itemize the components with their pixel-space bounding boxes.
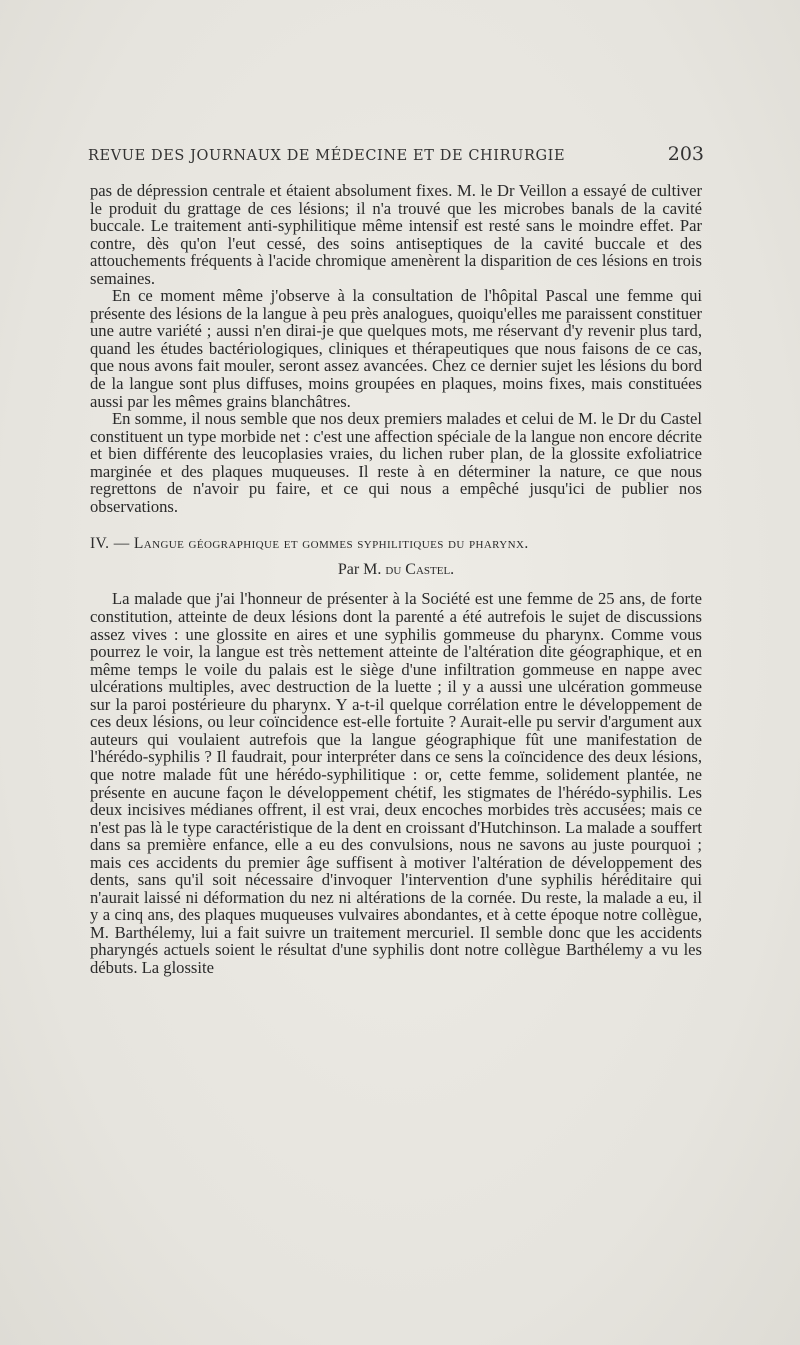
page-header: [88, 143, 704, 173]
page-number: 203: [667, 143, 704, 165]
paragraph-case-report: La malade que j'ai l'honneur de présenter à la Société est une femme de 25 ans, de forte constitution, atteinte de deux lésions dont la parenté a été autrefois le sujet de discussions assez vives : une glossite en aires et une syphilis gommeuse du pharynx. Comme vous pourrez le voir, la langue est très nettement atteinte de l'altération dite géographique, et en même temps le voile du palais est le siège d'une infiltration gommeuse en nappe avec ulcérations multiples, avec destruction de la luette ; il y a aussi une ulcération gommeuse sur la paroi postérieure du pharynx. Y a-t-il quelque corrélation entre le développement de ces deux lésions, ou leur coïncidence est-elle fortuite ? Aurait-elle pu servir d'argument aux auteurs qui voulaient autrefois que la langue géographique fût une manifestation de l'hérédo-syphilis ? Il faudrait, pour interpréter dans ce sens la coïncidence des deux lésions, que notre malade fût une hérédo-syphilitique : or, cette femme, solidement plantée, ne présente en aucune façon le développement chétif, les stigmates de l'hérédo-syphilis. Les deux incisives médianes offrent, il est vrai, deux encoches morbides très accusées; mais ce n'est pas là le type caractéristique de la dent en croissant d'Hutchinson. La malade a souffert dans sa première enfance, elle a eu des convulsions, nous ne savons au juste pourquoi ; mais ces accidents du premier âge suffisent à motiver l'altération de développement des dents, sans qu'il soit nécessaire d'invoquer l'intervention d'une syphilis héréditaire qui n'aurait laissé ni déformation du nez ni altérations de la cornée. Du reste, la malade a eu, il y a cinq ans, des plaques muqueuses vulvaires abondantes, et à cette époque notre collègue, M. Barthélemy, lui a fait suivre un traitement mercuriel. Il semble donc que les accidents pharyngés actuels soient le résultat d'une syphilis dont notre collègue Barthélemy a vu les débuts. La glossite: [90, 589, 702, 977]
running-head: REVUE DES JOURNAUX DE MÉDECINE ET DE CHIRURGIE: [88, 148, 566, 164]
section-title: Langue géographique et gommes syphilitiques du pharynx.: [133, 535, 529, 553]
byline-author: du Castel.: [385, 560, 455, 578]
paragraph-hopital-pascal: En ce moment même j'observe à la consultation de l'hôpital Pascal une femme qui présente des lésions de la langue à peu près analogues, quoiqu'elles me paraissent constituer une autre variété ; aussi n'en dirai-je que quelques mots, me réservant d'y revenir plus tard, quand les études bactériologiques, cliniques et thérapeutiques que nous faisons de ce cas, que nous avons fait mouler, seront assez avancées. Chez ce dernier sujet les lésions du bord de la langue sont plus diffuses, moins groupées en plaques, moins fixes, mais constituées aussi par les mêmes grains blanchâtres.: [90, 286, 702, 411]
paragraph-continuation: pas de dépression centrale et étaient absolument fixes. M. le Dr Veillon a essayé de cultiver le produit du grattage de ces lésions; il n'a trouvé que les microbes banals de la cavité buccale. Le traitement anti-syphilitique même intensif est resté sans le moindre effet. Par contre, dès qu'on l'eut cessé, des soins antiseptiques de la cavité buccale et des attouchements fréquents à l'acide chromique amenèrent la disparition de ces lésions en trois semaines.: [90, 181, 702, 288]
page-body: [90, 182, 702, 977]
section-heading: [90, 535, 702, 553]
byline-prefix: Par M.: [337, 560, 382, 578]
section-byline: [90, 561, 702, 579]
section-number: IV. —: [90, 535, 130, 553]
paragraph-en-somme: En somme, il nous semble que nos deux premiers malades et celui de M. le Dr du Castel constituent un type morbide net : c'est une affection spéciale de la langue non encore décrite et bien différente des leucoplasies vraies, du lichen ruber plan, de la glossite exfoliatrice marginée et des plaques muqueuses. Il reste à en déterminer la nature, ce que nous regrettons de n'avoir pu faire, et ce qui nous a empêché jusqu'ici de publier nos observations.: [90, 409, 702, 516]
